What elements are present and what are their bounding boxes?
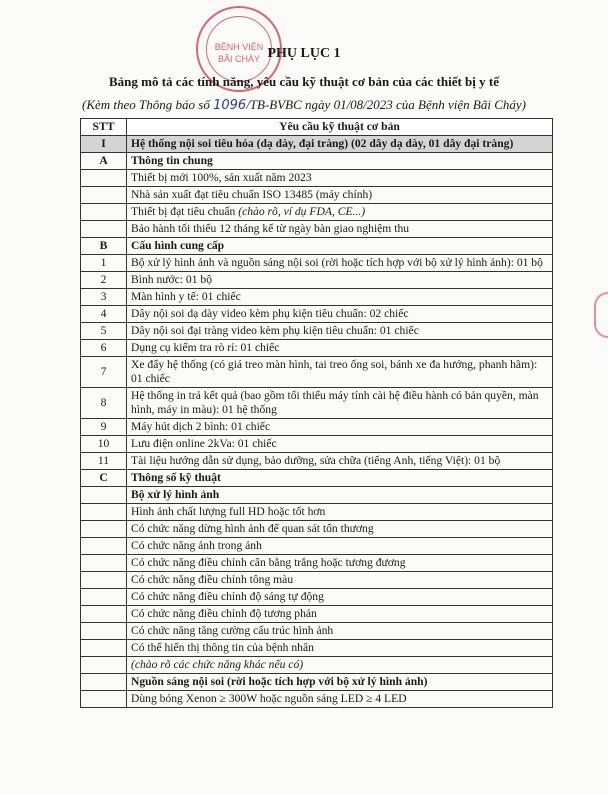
table-row [81,589,553,606]
specification-table [80,118,553,708]
section-stt: I [81,136,127,153]
table-row [81,388,553,419]
subgroup-row [81,674,553,691]
table-row [81,272,553,289]
row-text: Có chức năng điều chỉnh tông màu [127,572,553,589]
group-stt: C [81,470,127,487]
document-reference-note [0,97,608,113]
table-row [81,572,553,589]
table-row [81,606,553,623]
section-title: Hệ thống nội soi tiêu hóa (dạ dày, đại tràng) (02 dây dạ dày, 01 dây đại tràng) [127,136,553,153]
table-row [81,255,553,272]
group-row [81,153,553,170]
stamp-line-1: BỆNH VIỆN [214,42,264,52]
table-row [81,170,553,187]
group-row [81,238,553,255]
row-text: Bộ xử lý hình ảnh và nguồn sáng nội soi (rời hoặc tích hợp với bộ xử lý hình ảnh): 01 bộ [127,255,553,272]
row-text: Dây nội soi dạ dày video kèm phụ kiện tiêu chuẩn: 02 chiếc [127,306,553,323]
stamp-line-2: BÃI CHÁY [217,54,260,64]
row-text: Máy hút dịch 2 bình: 01 chiếc [127,419,553,436]
row-stt: 11 [81,453,127,470]
row-text: Dụng cụ kiểm tra rò rỉ: 01 chiếc [127,340,553,357]
row-stt: 1 [81,255,127,272]
subgroup-title: Nguồn sáng nội soi (rời hoặc tích hợp với bộ xử lý hình ảnh) [127,674,553,691]
table-row [81,419,553,436]
row-stt: 3 [81,289,127,306]
table-row [81,555,553,572]
row-stt: 6 [81,340,127,357]
row-text: Có chức năng điều chỉnh độ tương phản [127,606,553,623]
note-prefix: (Kèm theo Thông báo số [82,97,214,112]
row-stt: 4 [81,306,127,323]
row-italic-note: (chào rõ các chức năng khác nếu có) [127,657,553,674]
table-row [81,657,553,674]
table-row [81,323,553,340]
row-text: Thiết bị đạt tiêu chuẩn [131,205,239,218]
table-row [81,691,553,708]
table-row [81,204,553,221]
row-text: Xe đẩy hệ thống (có giá treo màn hình, tai treo ống soi, bánh xe đa hướng, phanh hãm): 01 chiếc [127,357,553,388]
row-text: Lưu điện online 2kVa: 01 chiếc [127,436,553,453]
row-text: Nhà sản xuất đạt tiêu chuẩn ISO 13485 (máy chính) [127,187,553,204]
table-row [81,640,553,657]
document-subtitle: Bảng mô tả các tính năng, yêu cầu kỹ thuật cơ bản của các thiết bị y tế [109,74,499,89]
row-stt: 7 [81,357,127,388]
row-text: Thiết bị mới 100%, sản xuất năm 2023 [127,170,553,187]
row-text: Có chức năng điều chỉnh cân bằng trắng hoặc tương đương [127,555,553,572]
group-row [81,470,553,487]
group-title: Cấu hình cung cấp [127,238,553,255]
subgroup-row [81,487,553,504]
row-text: Hình ảnh chất lượng full HD hoặc tốt hơn [127,504,553,521]
section-row [81,136,553,153]
table-row [81,436,553,453]
row-italic-note: (chào rõ, ví dụ FDA, CE...) [238,205,366,218]
table-row [81,521,553,538]
table-row [81,453,553,470]
group-stt: A [81,153,127,170]
row-text: Tài liệu hướng dẫn sử dụng, bảo dưỡng, sửa chữa (tiếng Anh, tiếng Việt): 01 bộ [127,453,553,470]
row-stt: 9 [81,419,127,436]
table-row [81,289,553,306]
header-content: Yêu cầu kỹ thuật cơ bản [127,119,553,136]
subgroup-title: Bộ xử lý hình ảnh [127,487,553,504]
table-row [81,357,553,388]
table-header-row [81,119,553,136]
table-row [81,221,553,238]
document-title: PHỤ LỤC 1 [267,46,341,61]
table-row [81,306,553,323]
row-text: Có thể hiển thị thông tin của bệnh nhân [127,640,553,657]
edge-stamp-mark [594,292,608,338]
row-text: Dây nội soi đại tràng video kèm phụ kiện tiêu chuẩn: 01 chiếc [127,323,553,340]
row-text: Màn hình y tế: 01 chiếc [127,289,553,306]
row-text: Dùng bóng Xenon ≥ 300W hoặc nguồn sáng LED ≥ 4 LED [127,691,553,708]
group-title: Thông số kỹ thuật [127,470,553,487]
row-stt: 10 [81,436,127,453]
table-row [81,538,553,555]
group-stt: B [81,238,127,255]
row-cell [127,204,553,221]
row-stt: 8 [81,388,127,419]
row-text: Có chức năng điều chỉnh độ sáng tự động [127,589,553,606]
row-text: Có chức năng dừng hình ảnh để quan sát tổn thương [127,521,553,538]
table-row [81,187,553,204]
table-row [81,623,553,640]
group-title: Thông tin chung [127,153,553,170]
note-suffix: /TB-BVBC ngày 01/08/2023 của Bệnh viện Bãi Cháy) [246,97,526,112]
row-text: Bình nước: 01 bộ [127,272,553,289]
table-row [81,340,553,357]
row-text: Có chức năng tăng cường cấu trúc hình ảnh [127,623,553,640]
row-text: Hệ thống in trả kết quả (bao gồm tối thiểu máy tính cài hệ điều hành có bản quyền, màn hình, máy in màu): 01 hệ thống [127,388,553,419]
note-number: 1096 [213,98,247,113]
header-stt: STT [81,119,127,136]
row-text: Có chức năng ảnh trong ảnh [127,538,553,555]
row-stt: 5 [81,323,127,340]
table-row [81,504,553,521]
row-text: Bảo hành tối thiểu 12 tháng kể từ ngày bàn giao nghiệm thu [127,221,553,238]
row-stt: 2 [81,272,127,289]
